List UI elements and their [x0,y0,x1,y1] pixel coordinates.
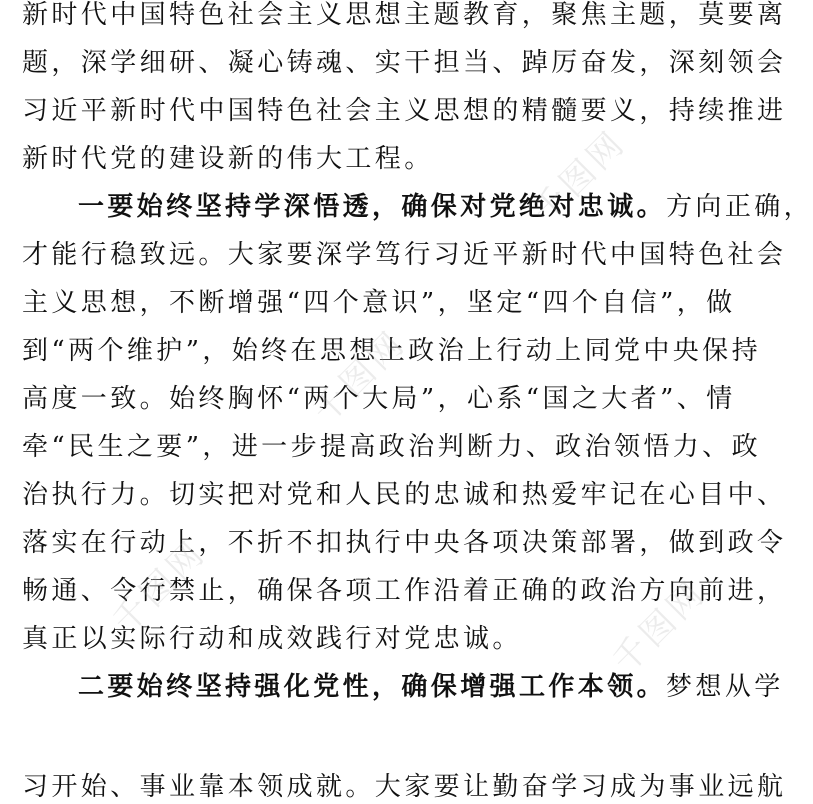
section1-line-2: 主义思想，不断增强“四个意识”，坚定“四个自信”，做 [22,288,736,318]
section1-line-9: 真正以实际行动和成效践行对党忠诚。 [22,624,522,654]
body-line-3: 习近平新时代中国特色社会主义思想的精髓要义，持续推进 [22,96,787,126]
section2-line-1: 习开始、事业靠本领成就。大家要让勤奋学习成为事业远航 [22,772,787,802]
section1-line-1: 才能行稳致远。大家要深学笃行习近平新时代中国特色社会 [22,240,787,270]
section2-heading-tail: 梦想从学 [666,672,784,702]
section1-line-3: 到“两个维护”，始终在思想上政治上行动上同党中央保持 [22,336,761,366]
watermark: 千图网 [105,532,214,642]
watermark: 千图网 [605,572,714,682]
watermark: 千图网 [525,122,634,232]
section1-heading-tail: 方向正确， [666,192,813,222]
section1-line-8: 畅通、令行禁止，确保各项工作沿着正确的政治方向前进， [22,576,787,606]
section1-heading: 一要始终坚持学深悟透，确保对党绝对忠诚。 [78,192,667,222]
section2-heading: 二要始终坚持强化党性，确保增强工作本领。 [78,672,667,702]
watermark: 千图网 [305,322,414,432]
section2-heading-line [78,670,782,704]
section1-line-4: 高度一致。始终胸怀“两个大局”，心系“国之大者”、情 [22,384,736,414]
section1-line-6: 治执行力。切实把对党和人民的忠诚和热爱牢记在心目中、 [22,480,787,510]
body-line-2: 题，深学细研、凝心铸魂、实干担当、踔厉奋发，深刻领会 [22,48,787,78]
body-line-4: 新时代党的建设新的伟大工程。 [22,144,434,174]
section1-line-5: 牵“民生之要”，进一步提高政治判断力、政治领悟力、政 [22,432,761,462]
section1-line-7: 落实在行动上，不折不扣执行中央各项决策部署，做到政令 [22,528,787,558]
section1-heading-line [78,190,813,224]
body-line-1: 新时代中国特色社会主义思想主题教育，聚焦主题，莫要离 [22,0,787,30]
